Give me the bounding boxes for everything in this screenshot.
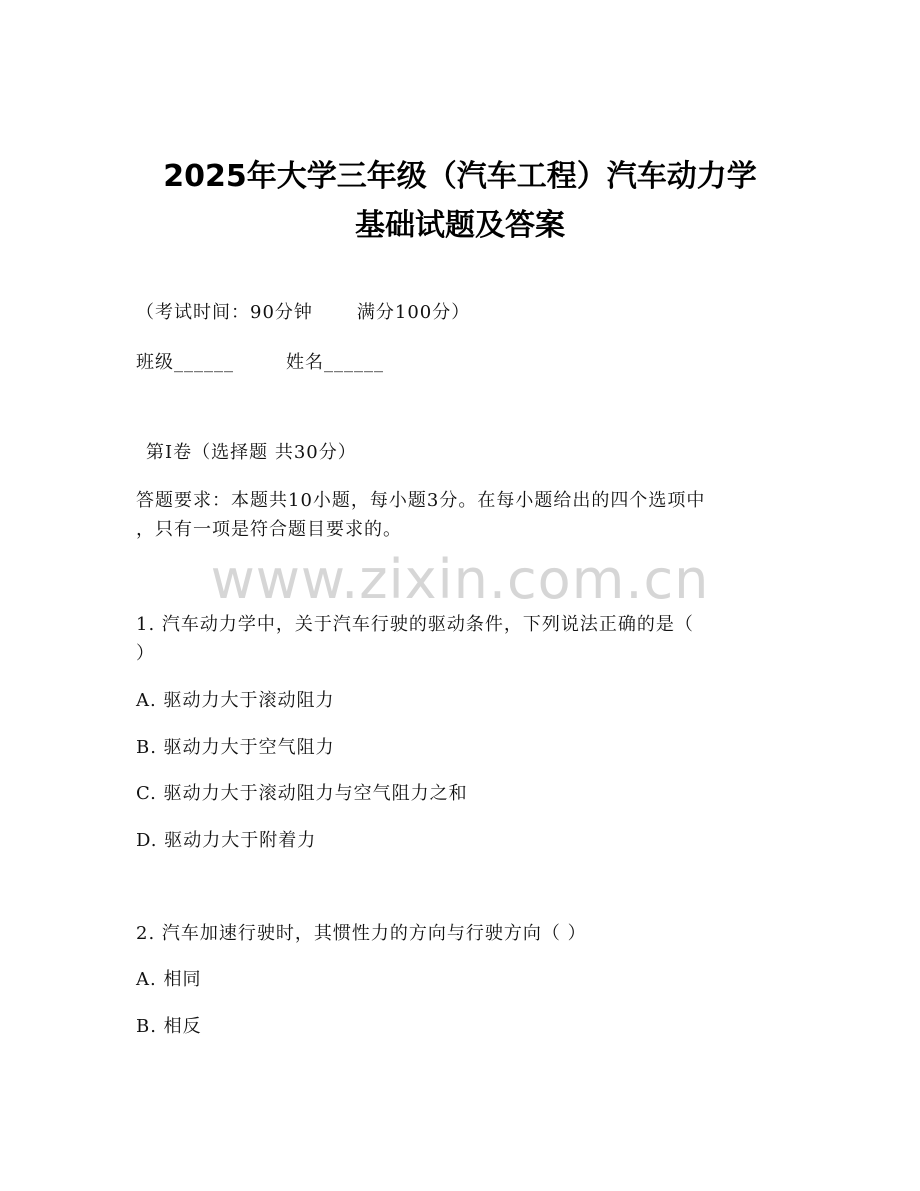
question-1-option-c: C. 驱动力大于滚动阻力与空气阻力之和 bbox=[136, 783, 468, 804]
exam-time: （考试时间：90分钟 bbox=[136, 302, 313, 323]
document-title-line-2: 基础试题及答案 bbox=[355, 208, 565, 243]
question-2-option-a: A. 相同 bbox=[136, 969, 202, 990]
question-1-option-d: D. 驱动力大于附着力 bbox=[136, 830, 317, 851]
question-1-stem-line-1: 1. 汽车动力学中，关于汽车行驶的驱动条件，下列说法正确的是（ bbox=[136, 614, 694, 635]
question-1-option-b: B. 驱动力大于空气阻力 bbox=[136, 737, 335, 758]
question-2-option-b: B. 相反 bbox=[136, 1016, 202, 1037]
instructions-line-1: 答题要求：本题共10小题，每小题3分。在每小题给出的四个选项中 bbox=[136, 490, 706, 511]
question-1-option-a: A. 驱动力大于滚动阻力 bbox=[136, 690, 335, 711]
student-fields bbox=[136, 350, 384, 376]
class-field: 班级______ bbox=[136, 352, 234, 373]
section-heading: 第I卷（选择题 共30分） bbox=[146, 442, 357, 463]
instructions-line-2: ，只有一项是符合题目要求的。 bbox=[136, 519, 402, 540]
question-2-stem: 2. 汽车加速行驶时，其惯性力的方向与行驶方向（ ） bbox=[136, 923, 587, 944]
full-score: 满分100分） bbox=[356, 302, 471, 323]
watermark: www.zixin.com.cn bbox=[210, 548, 710, 611]
exam-info bbox=[136, 300, 470, 326]
question-1-stem-line-2: ） bbox=[136, 643, 155, 664]
name-field: 姓名______ bbox=[286, 352, 384, 373]
document-title-line-1: 2025年大学三年级（汽车工程）汽车动力学 bbox=[163, 159, 757, 194]
